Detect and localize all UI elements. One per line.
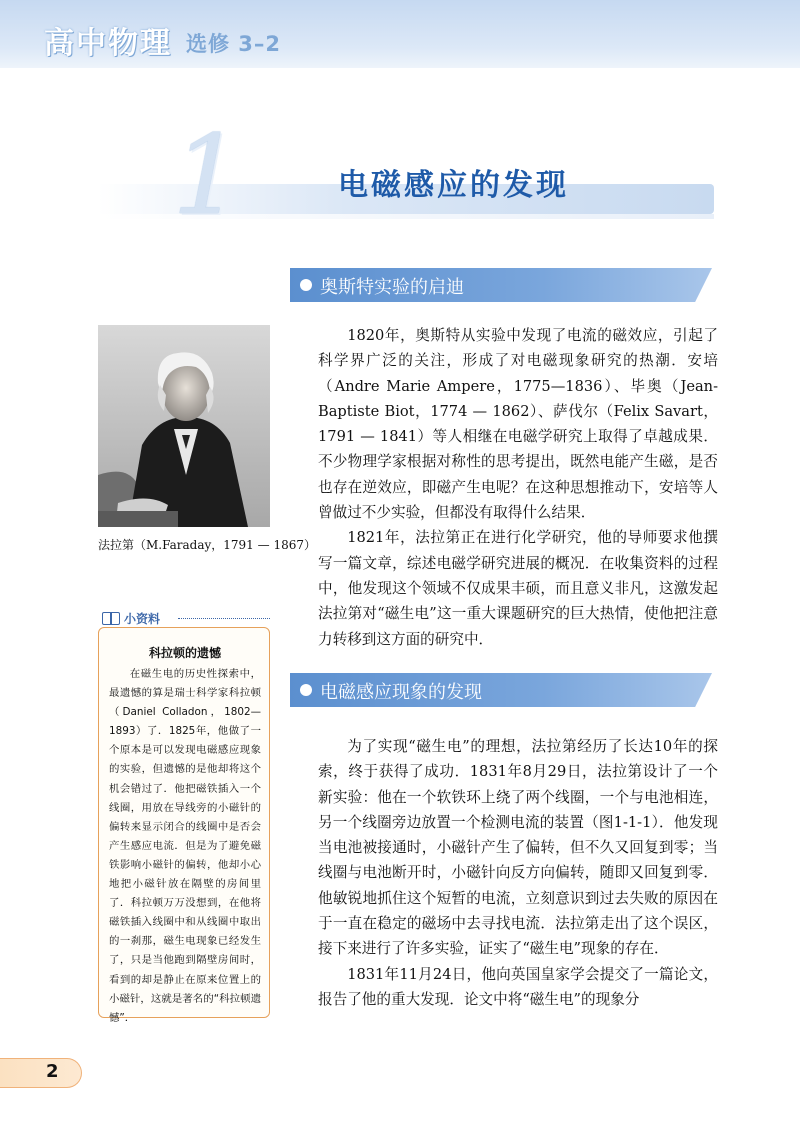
book-subtitle: 选修 3–2 [186,32,282,56]
sidebar-tag-divider [178,618,270,619]
faraday-portrait [98,325,270,527]
section-header-2 [290,673,712,707]
portrait-caption: 法拉第（M.Faraday，1791 — 1867） [98,538,316,552]
sidebar-title: 科拉顿的遗憾 [148,646,221,660]
book-title: 高中物理 [44,26,172,61]
section1-body [318,323,718,652]
chapter-number: 1 [172,111,242,239]
page-number-tab [0,1058,82,1088]
section2-body [318,734,718,1012]
chapter-title: 电磁感应的发现 [338,168,569,203]
section-header-1 [290,268,712,302]
paragraph: 1821年，法拉第正在进行化学研究，他的导师要求他撰写一篇文章，综述电磁学研究进展的概况．在收集资料的过程中，他发现这个领域不仅成果丰硕，而且意义非凡，这激发起法拉第对“磁生电”这一重大课题研究的巨大热情，使他把注意力转移到这方面的研究中． [318,529,718,648]
section-title: 奥斯特实验的启迪 [320,277,464,298]
bullet-dot-icon [300,279,312,291]
page-number: 2 [46,1061,59,1082]
bullet-dot-icon [300,684,312,696]
sidebar-tag [102,610,160,627]
sidebar-text: 在磁生电的历史性探索中，最遗憾的算是瑞士科学家科拉顿（Daniel Colladon，1802—1893）了．1825年，他做了一个原本是可以发现电磁感应现象的实验，但遗憾的是他却将这个机会错过了．他把磁铁插入一个线圈，用放在导线旁的小磁针的偏转来显示闭合的线圈中是否会产生感应电流．但是为了避免磁铁影响小磁针的偏转，他却小心地把小磁针放在隔壁的房间里了．科拉顿万万没想到，在他将磁铁插入线圈中和从线圈中取出的一刹那，磁生电现象已经发生了，只是当他跑到隔壁房间时，看到的却是静止在原来位置上的小磁针，这就是著名的“科拉顿遗憾”． [109,668,261,1024]
paragraph: 1831年11月24日，他向英国皇家学会提交了一篇论文，报告了他的重大发现．论文中将“磁生电”的现象分 [318,965,718,1008]
sidebar-box [98,627,270,1024]
section-title: 电磁感应现象的发现 [320,682,482,703]
paragraph: 为了实现“磁生电”的理想，法拉第经历了长达10年的探索，终于获得了成功．1831年8月29日，法拉第设计了一个新实验：他在一个软铁环上绕了两个线圈，一个与电池相连，另一个线圈旁边放置一个检测电流的装置（图1-1-1）．他发现当电池被接通时，小磁针产生了偏转，但不久又回复到零；当线圈与电池断开时，小磁针向反方向偏转，随即又回复到零．他敏锐地抓住这个短暂的电流，立刻意识到过去失败的原因在于一直在稳定的磁场中去寻找电流．法拉第走出了这个误区，接下来进行了许多实验，证实了“磁生电”现象的存在． [318,738,718,958]
paragraph: 1820年，奥斯特从实验中发现了电流的磁效应，引起了科学界广泛的关注，形成了对电磁现象研究的热潮．安培（Andre Marie Ampere，1775—1836）、毕奥（Jean-Baptiste Biot，1774 — 1862）、萨伐尔（Felix Savart，1791 — 1841）等人相继在电磁学研究上取得了卓越成果．不少物理学家根据对称性的思考提出，既然电能产生磁，是否也存在逆效应，即磁产生电呢？在这种思想推动下，安培等人曾做过不少实验，但都没有取得什么结果． [318,327,718,522]
book-icon [102,612,120,625]
sidebar-tag-label: 小资料 [124,612,161,626]
portrait-engraving [98,325,270,527]
